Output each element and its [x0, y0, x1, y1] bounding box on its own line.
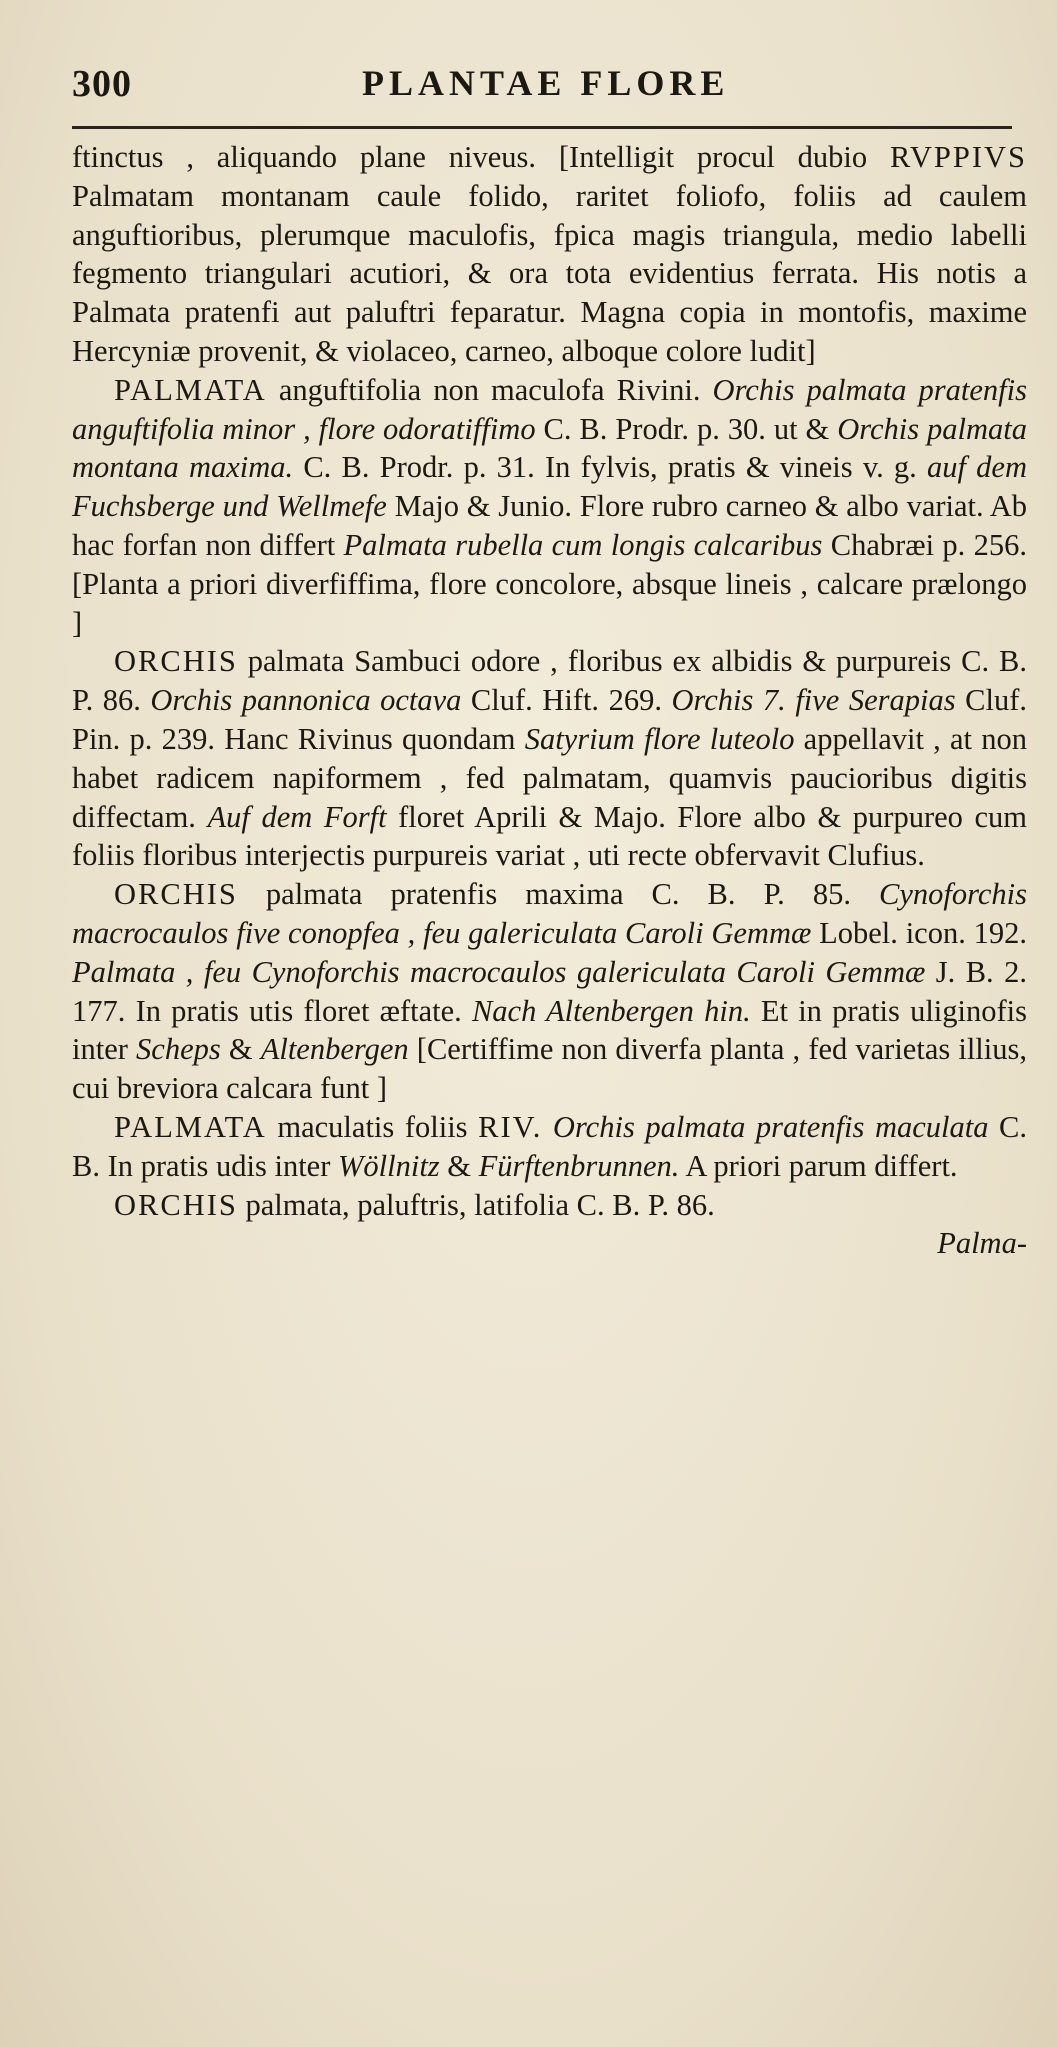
text-run: ftinctus , aliquando plane niveus. [Intelligit procul dubio	[72, 140, 890, 174]
italic-run: Orchis palmata pratenfis maculata	[552, 1109, 989, 1144]
italic-run: Palmata , feu Cynoforchis macrocaulos galericulata Caroli Gemmæ	[72, 954, 926, 989]
entry-palmata-maculata	[72, 1108, 1027, 1186]
text-run: palmata, paluftris, latifolia C. B. P. 86.	[237, 1187, 715, 1222]
text-run: Lobel. icon. 192.	[811, 915, 1028, 950]
page-number: 300	[72, 63, 132, 105]
entry-palmata-angustifolia	[72, 371, 1027, 643]
small-caps-run: ORCHIS	[114, 1187, 238, 1222]
italic-run: Wöllnitz	[338, 1148, 440, 1183]
paragraph-continuation	[72, 138, 1027, 371]
small-caps-run: PALMATA	[114, 372, 267, 407]
text-run: &	[220, 1032, 261, 1067]
text-run	[542, 1110, 553, 1144]
text-run: Cluf. Pin. p. 239. Hanc Rivinus quondam	[72, 683, 1027, 756]
italic-run: Orchis palmata montana maxima.	[72, 411, 1027, 485]
catchword: Palma-	[937, 1226, 1027, 1261]
running-title: PLANTAE FLORE	[362, 63, 730, 103]
italic-run: Scheps	[136, 1032, 221, 1067]
italic-run: Satyrium flore luteolo	[524, 721, 795, 756]
text-run: anguftifolia non maculofa Rivini.	[266, 372, 713, 407]
italic-run: Auf dem Forft	[207, 799, 387, 834]
text-run: floret Aprili & Majo. Flore albo & purpureo cum foliis floribus interjectis purpureis variat , uti recte obfervavit Clufius.	[72, 799, 1028, 873]
page-header	[72, 62, 1017, 118]
italic-run: Orchis palmata pratenfis anguftifolia minor , flore odoratiffimo	[72, 372, 1027, 446]
text-run: palmata Sambuci odore , floribus ex albidis & purpureis C. B. P. 86.	[72, 644, 1027, 718]
italic-run: Orchis 7. five Serapias	[671, 683, 956, 718]
text-run: C. B. In pratis udis inter	[72, 1109, 1028, 1183]
text-run: Majo & Junio. Flore rubro carneo & albo variat. Ab hac forfan non differt	[72, 489, 1027, 562]
entry-orchis-sambuci	[72, 642, 1027, 875]
text-run: Chabræi p. 256. [Planta a priori diverfiffima, flore concolore, absque lineis , calcare prælongo ]	[72, 527, 1027, 640]
small-caps-run: RIV.	[478, 1109, 543, 1144]
italic-run: Palmata rubella cum longis calcaribus	[343, 527, 823, 562]
italic-run: auf dem Fuchsberge und Wellmefe	[72, 450, 1027, 524]
italic-run: Nach Altenbergen hin.	[471, 993, 751, 1028]
italic-run: Orchis pannonica octava	[150, 683, 462, 718]
text-run: maculatis foliis	[266, 1109, 479, 1144]
small-caps-run: ORCHIS	[114, 877, 238, 912]
text-run: A priori parum differt.	[679, 1148, 958, 1183]
body-text	[72, 138, 1027, 1263]
text-run: palmata pratenfis maxima C. B. P. 85.	[237, 877, 880, 912]
entry-orchis-maxima	[72, 875, 1027, 1108]
header-rule	[72, 126, 1012, 129]
italic-run: Fürftenbrunnen.	[478, 1148, 680, 1183]
text-run: C. B. Prodr. p. 31. In fylvis, pratis & vineis v. g.	[293, 450, 927, 485]
small-caps-run: RVPPIVS	[890, 140, 1027, 174]
text-run: &	[439, 1148, 479, 1183]
text-run: C. B. Prodr. p. 30. ut &	[535, 411, 838, 446]
text-run: J. B. 2. 177. In pratis utis floret æftate.	[72, 954, 1027, 1028]
small-caps-run: PALMATA	[114, 1109, 267, 1144]
text-run: appellavit , at non habet radicem napiformem , fed palmatam, quamvis paucioribus digitis diffectam.	[72, 721, 1027, 834]
entry-orchis-palustris	[72, 1186, 1027, 1225]
italic-run: Cynoforchis macrocaulos five conopfea , feu galericulata Caroli Gemmæ	[72, 877, 1027, 950]
italic-run: Altenbergen	[260, 1032, 409, 1067]
text-run: Palmatam montanam caule folido, raritet foliofo, foliis ad caulem anguftioribus, plerumque maculofis, fpica magis triangula, medio labelli fegmento triangulari acutiori, & ora tota evidentius ferrata. His notis a Palmata pratenfi aut paluftri feparatur. Magna copia in montofis, maxime Hercyniæ provenit, & violaceo, carneo, alboque colore ludit]	[72, 178, 1027, 368]
text-run: [Certiffime non diverfa planta , fed varietas illius, cui breviora calcara funt ]	[72, 1032, 1027, 1106]
text-run: Cluf. Hift. 269.	[461, 683, 672, 718]
text-run: Et in pratis uliginofis inter	[72, 993, 1028, 1067]
small-caps-run: ORCHIS	[114, 644, 238, 679]
